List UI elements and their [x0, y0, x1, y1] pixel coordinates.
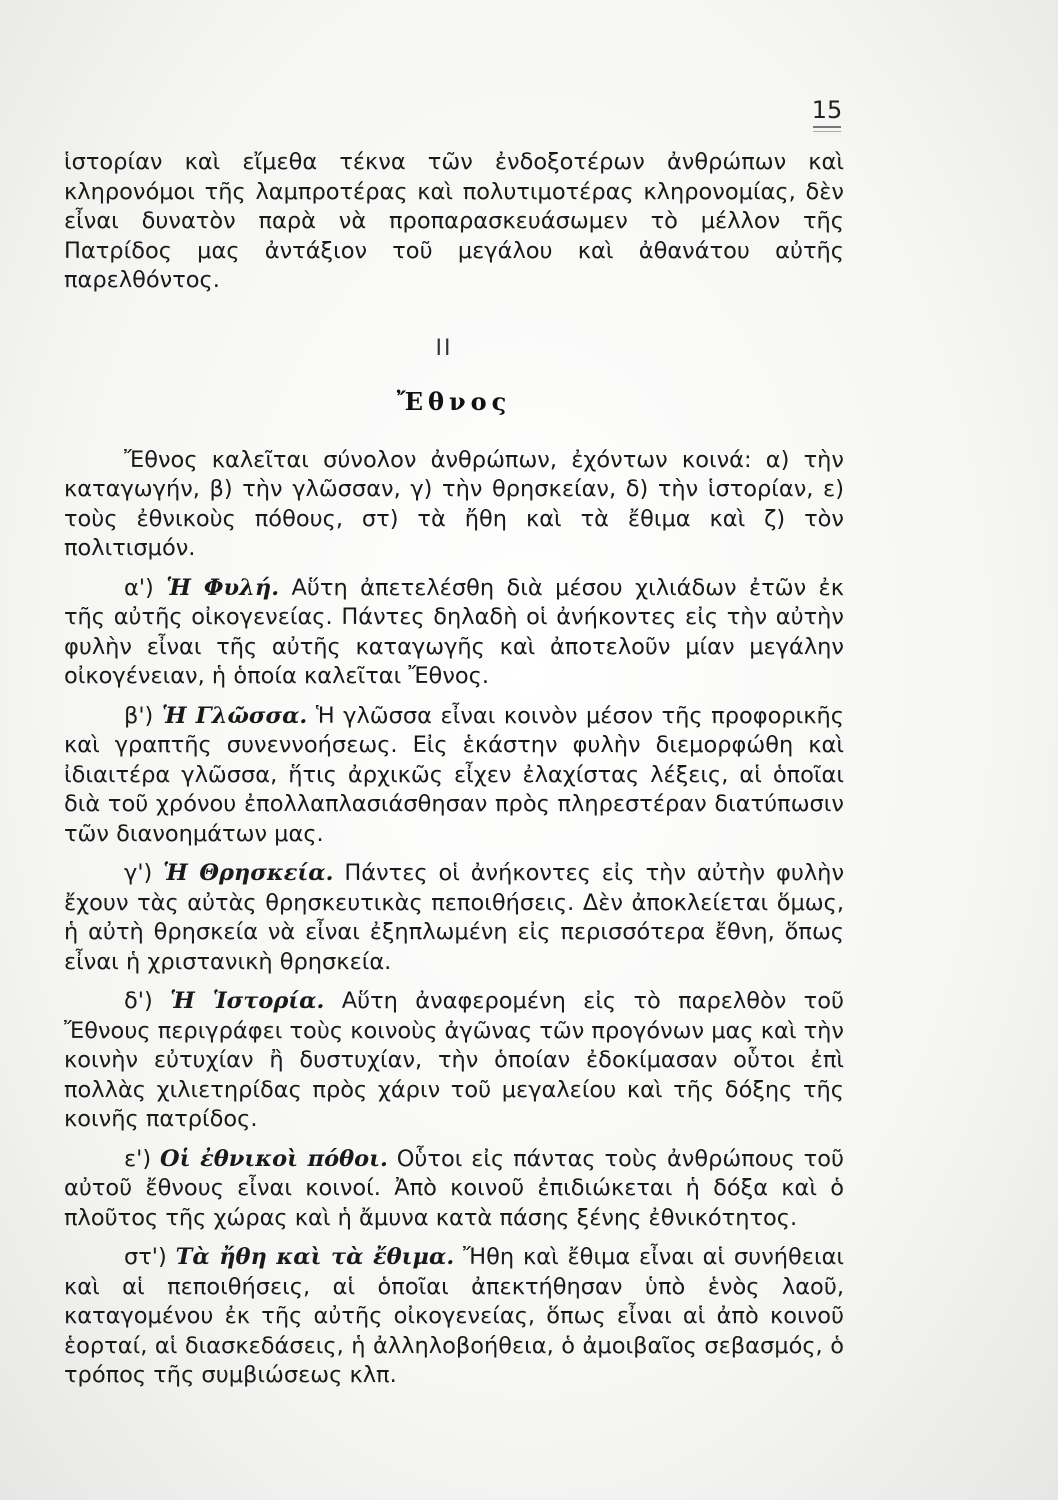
section-title: Ἔθνος: [396, 386, 512, 416]
item-label: στ'): [124, 1244, 167, 1270]
item-heading: Τὰ ἤθη καὶ τὰ ἔθιμα.: [175, 1244, 455, 1270]
list-item: [64, 859, 844, 977]
item-label: δ'): [124, 988, 153, 1014]
item-heading: Ἡ Φυλή.: [166, 574, 280, 601]
item-heading: Ἡ Γλῶσσα.: [161, 702, 308, 729]
item-text: Ἤθη καὶ ἔθιμα εἶναι αἱ συνήθειαι καὶ αἱ πεποιθήσεις, αἱ ὁποῖαι ἀπεκτήθησαν ὑπὸ ἑνὸς λαοῦ, καταγομένου ἐκ τῆς αὐτῆς οἰκογενείας, ὅπως εἶναι αἱ ἀπὸ κοινοῦ ἑορταί, αἱ διασκεδάσεις, ἡ ἀλληλοβοήθεια, ὁ ἀμοιβαῖος σεβασμός, ὁ τρόπος τῆς συμβιώσεως κλπ.: [64, 1244, 845, 1388]
definition-paragraph: Ἔθνος καλεῖται σύνολον ἀνθρώπων, ἐχόντων κοινά: α) τὴν καταγωγήν, β) τὴν γλῶσσαν, γ) τὴν θρησκείαν, δ) τὴν ἱστορίαν, ε) τοὺς ἐθνικοὺς πόθους, στ) τὰ ἤθη καὶ τὰ ἔθιμα καὶ ζ) τὸν πολιτισμόν.: [64, 446, 844, 561]
page-number: 15: [802, 96, 852, 132]
list-item: [64, 702, 844, 850]
item-label: β'): [124, 702, 154, 729]
item-text: Αὕτη ἀπετελέσθη διὰ μέσου χιλιάδων ἐτῶν ἐκ τῆς αὐτῆς οἰκογενείας. Πάντες δηλαδὴ οἱ ἀνήκοντες εἰς τὴν αὐτὴν φυλὴν εἶναι τῆς αὐτῆς καταγωγῆς καὶ ἀποτελοῦν μίαν μεγάλην οἰκογένειαν, ἡ ὁποία καλεῖται Ἔθνος.: [64, 574, 844, 689]
item-text: Ἡ γλῶσσα εἶναι κοινὸν μέσον τῆς προφορικῆς καὶ γραπτῆς συνεννοήσεως. Εἰς ἑκάστην φυλὴν διεμορφώθη καὶ ἰδιαιτέρα γλῶσσα, ἥτις ἀρχικῶς εἶχεν ἐλαχίστας λέξεις, αἱ ὁποῖαι διὰ τοῦ χρόνου ἐπολλαπλασιάσθησαν πρὸς πληρεστέραν διατύπωσιν τῶν διανοημάτων μας.: [64, 702, 844, 847]
body-text: [64, 148, 844, 1391]
item-label: γ'): [124, 860, 153, 886]
list-item: [64, 987, 844, 1135]
list-item: [64, 1145, 844, 1234]
item-heading: Οἱ ἐθνικοὶ πόθοι.: [160, 1145, 388, 1172]
item-text: Πάντες οἱ ἀνήκοντες εἰς τὴν αὐτὴν φυλὴν ἔχουν τὰς αὐτὰς θρησκευτικὰς πεποιθήσεις. Δὲν ἀποκλείεται ὅμως, ἡ αὐτὴ θρησκεία νὰ εἶναι ἐξηπλωμένη εἰς περισσότερα ἔθνη, ὅπως εἶναι ἡ χριστανικὴ θρησκεία.: [64, 860, 845, 975]
section-numeral: II: [435, 335, 453, 361]
item-heading: Ἡ Ἱστορία.: [170, 988, 325, 1014]
intro-paragraph: ἱστορίαν καὶ εἴμεθα τέκνα τῶν ἐνδοξοτέρων ἀνθρώπων καὶ κληρονόμοι τῆς λαμπροτέρας καὶ πολυτιμοτέρας κληρονομίας, δὲν εἶναι δυνατὸν παρὰ νὰ προπαρασκευάσωμεν τὸ μέλλον τῆς Πατρίδος μας ἀντάξιον τοῦ μεγάλου καὶ ἀθανάτου αὐτῆς παρελθόντος.: [64, 149, 844, 293]
list-item: [64, 574, 844, 692]
item-text: Αὕτη ἀναφερομένη εἰς τὸ παρελθὸν τοῦ Ἔθνους περιγράφει τοὺς κοινοὺς ἀγῶνας τῶν προγόνων μας καὶ τὴν κοινὴν εὐτυχίαν ἢ δυστυχίαν, τὴν ὁποίαν ἐδοκίμασαν οὗτοι ἐπὶ πολλὰς χιλιετηρίδας πρὸς χάριν τοῦ μεγαλείου καὶ τῆς δόξης τῆς κοινῆς πατρίδος.: [64, 988, 845, 1132]
item-label: ε'): [124, 1145, 152, 1172]
item-label: α'): [124, 574, 154, 601]
item-text: Οὗτοι εἰς πάντας τοὺς ἀνθρώπους τοῦ αὐτοῦ ἔθνους εἶναι κοινοί. Ἀπὸ κοινοῦ ἐπιδιώκεται ἡ δόξα καὶ ὁ πλοῦτος τῆς χώρας καὶ ἡ ἄμυνα κατὰ πάσης ξένης ἐθνικότητος.: [64, 1145, 844, 1231]
item-heading: Ἡ Θρησκεία.: [163, 860, 334, 886]
list-item: [64, 1243, 844, 1391]
